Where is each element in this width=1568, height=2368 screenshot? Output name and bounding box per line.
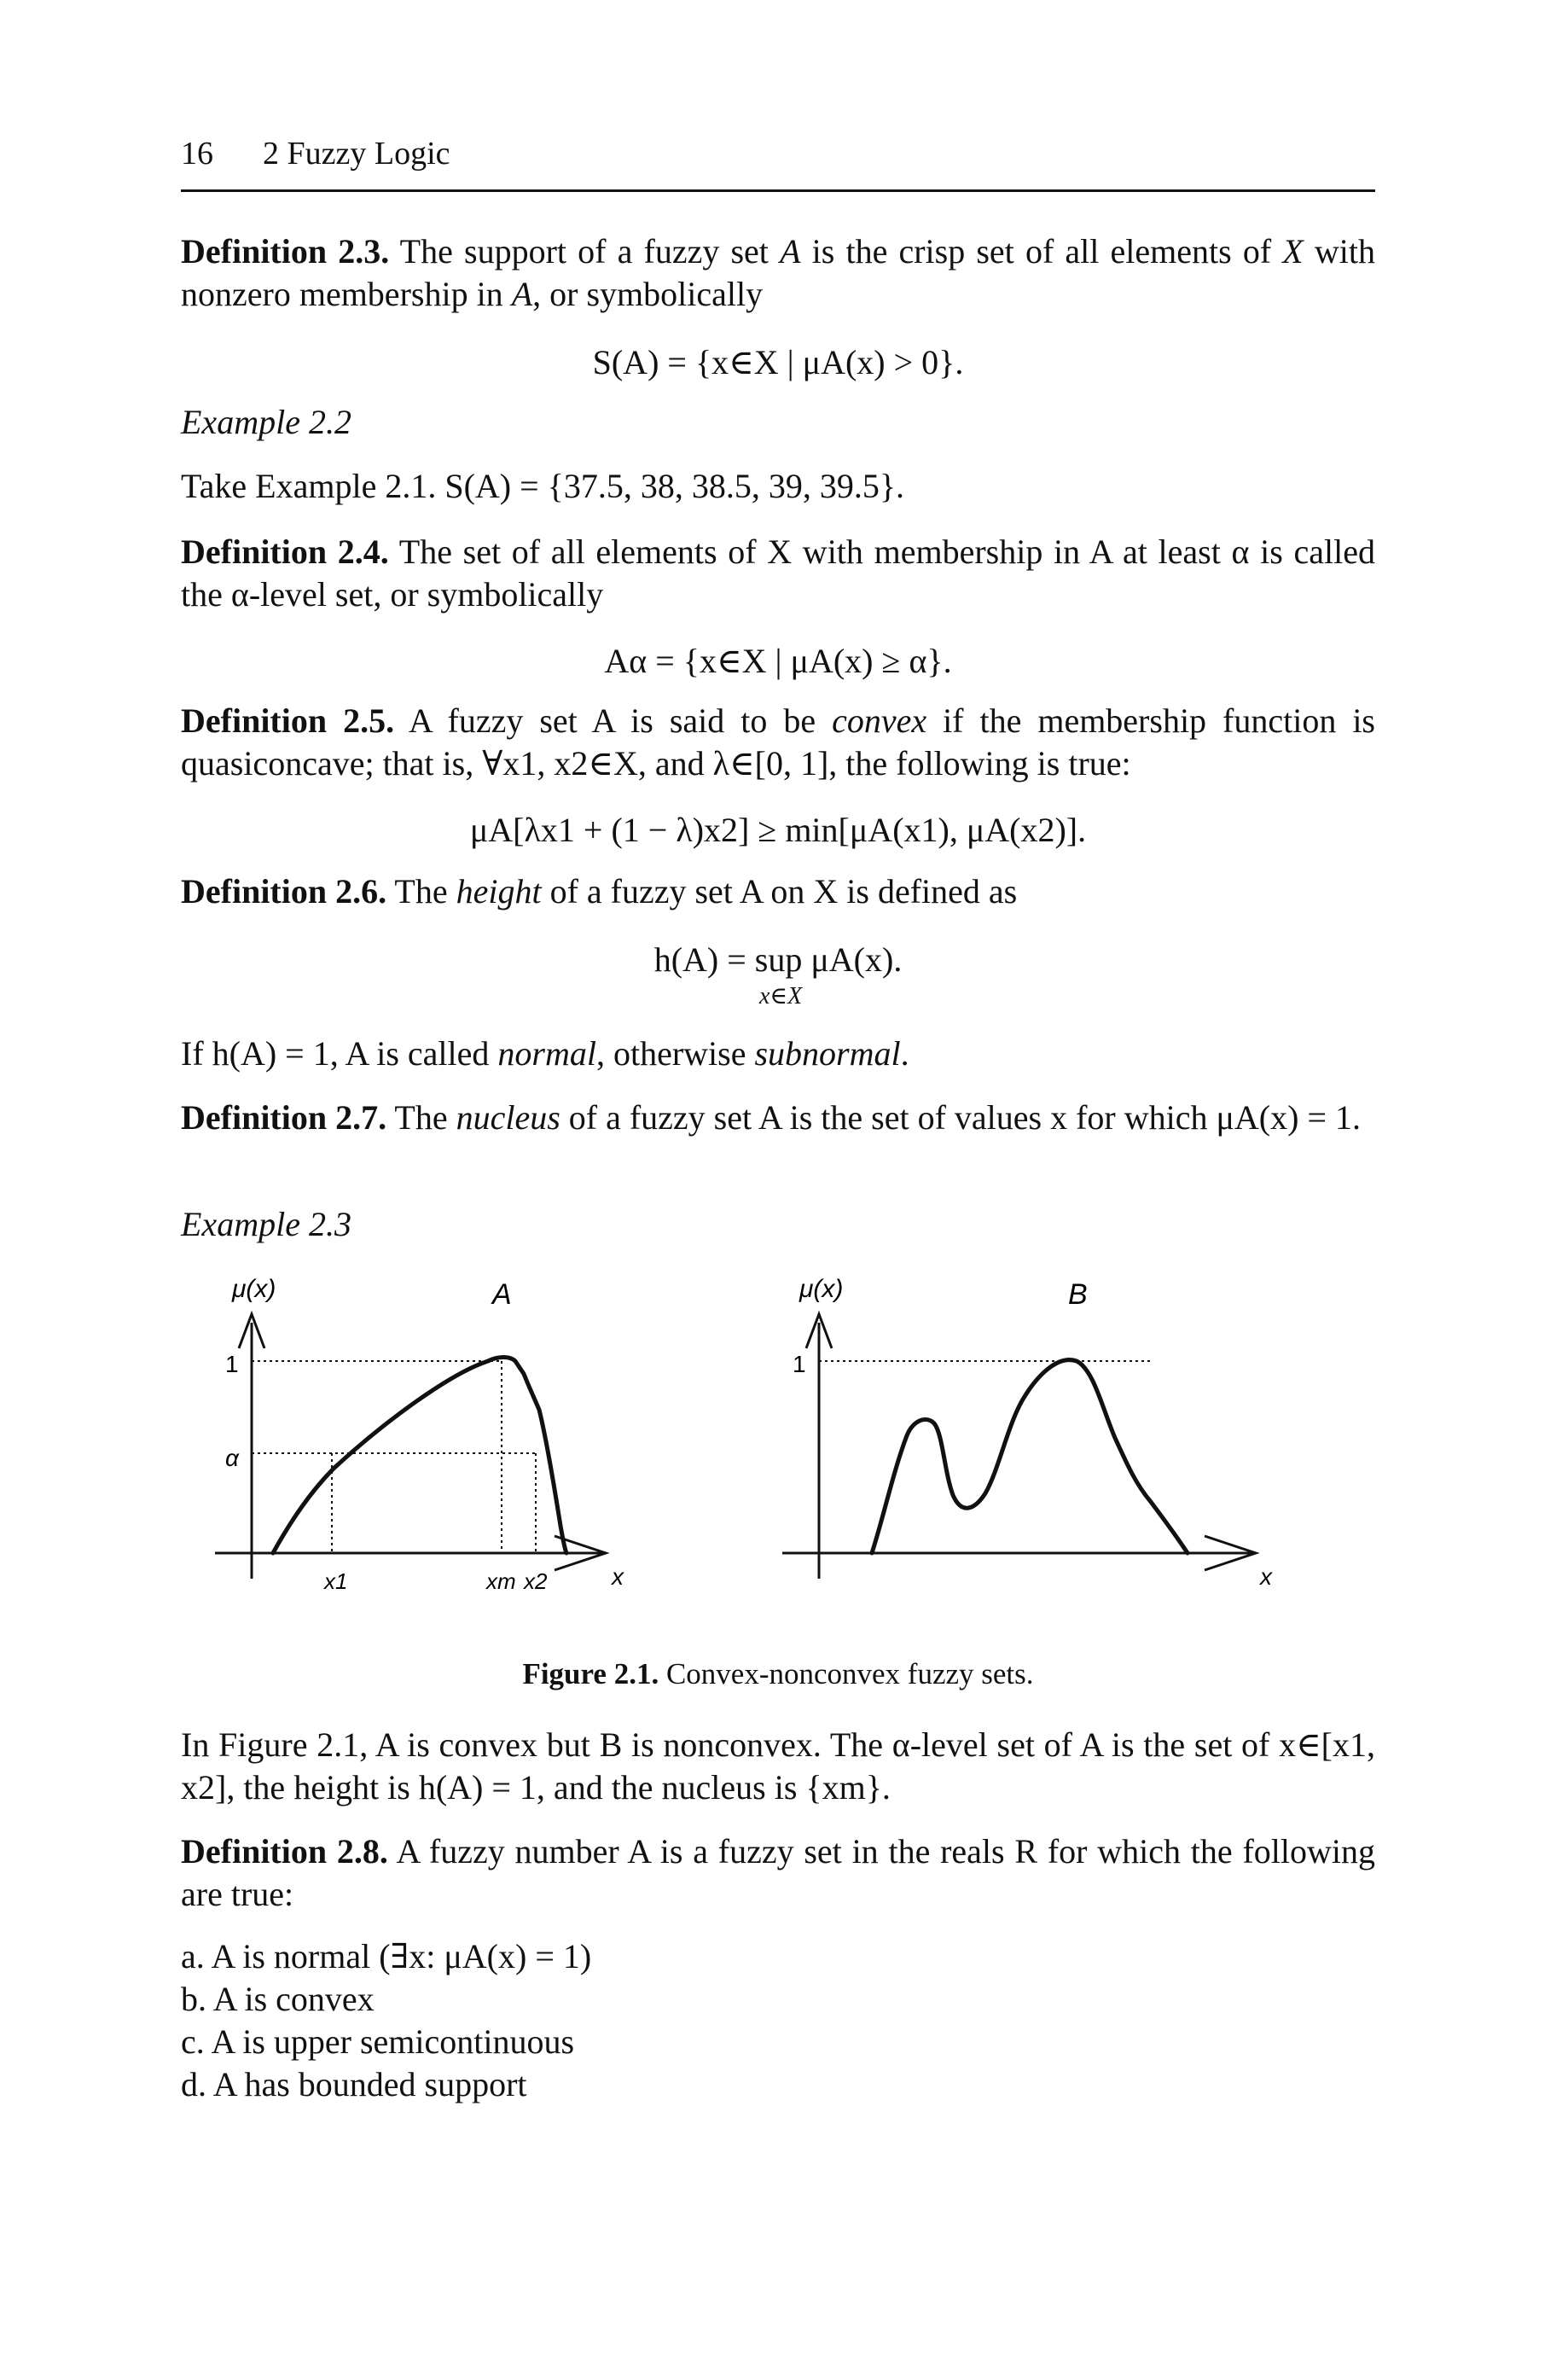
list-item: d. A has bounded support <box>181 2065 527 2103</box>
fuzzy-number-conditions <box>181 1935 591 2106</box>
membership-curve-b <box>872 1360 1188 1553</box>
definition-2-6: Definition 2.6. The height of a fuzzy set A on X is defined as <box>181 872 1018 911</box>
definition-2-7: Definition 2.7. The nucleus of a fuzzy set A is the set of values x for which μA(x) = 1. <box>181 1098 1362 1137</box>
formula-support: S(A) = {x∈X | μA(x) > 0}. <box>592 343 964 381</box>
running-head <box>181 135 450 172</box>
definition-2-3: Definition 2.3. The support of a fuzzy set A is the crisp set of all elements of X with nonzero membership in A, or symbolically <box>181 232 1375 313</box>
tick-x1: x1 <box>324 1568 348 1594</box>
right-set-name: B <box>1068 1278 1088 1311</box>
list-item: a. A is normal (∃x: μA(x) = 1) <box>181 1937 592 1975</box>
example-2-2-text: Take Example 2.1. S(A) = {37.5, 38, 38.5, 39, 39.5}. <box>181 467 905 505</box>
book-page <box>181 0 1375 2368</box>
header-rule <box>181 189 1375 192</box>
tick-xm: xm <box>486 1568 516 1594</box>
figure-left-convex <box>215 1275 624 1594</box>
definition-label: Definition 2.7. <box>181 1098 387 1137</box>
chapter-title: 2 Fuzzy Logic <box>263 136 450 172</box>
definition-label: Definition 2.3. <box>181 232 390 271</box>
definition-label: Definition 2.5. <box>181 701 395 740</box>
example-2-3-label: Example 2.3 <box>181 1205 351 1243</box>
definition-label: Definition 2.4. <box>181 532 389 571</box>
definition-label: Definition 2.6. <box>181 872 387 911</box>
right-x-axis-label: x <box>1260 1563 1272 1590</box>
tick-x2: x2 <box>524 1568 548 1594</box>
normal-definition-text: If h(A) = 1, A is called normal, otherwise subnormal. <box>181 1034 909 1073</box>
list-item: b. A is convex <box>181 1980 375 2018</box>
figure-right-nonconvex <box>782 1275 1273 1590</box>
definition-label: Definition 2.8. <box>181 1832 388 1871</box>
figure-2-1 <box>215 1254 1392 1621</box>
figure-discussion-paragraph: In Figure 2.1, A is convex but B is nonconvex. The α-level set of A is the set of x∈[x1, x2], the height is h(A) = 1, and the nucleus is {xm}. <box>181 1725 1375 1807</box>
formula-alpha-level: Aα = {x∈X | μA(x) ≥ α}. <box>604 642 952 680</box>
right-y-axis-label: μ(x) <box>799 1275 844 1303</box>
left-y-axis-label: μ(x) <box>232 1275 276 1303</box>
formula-height-subscript: x∈X <box>759 983 803 1009</box>
left-x-axis-label: x <box>612 1563 624 1590</box>
left-tick-alpha: α <box>225 1445 239 1471</box>
right-tick-one: 1 <box>793 1351 806 1377</box>
definition-2-4: Definition 2.4. The set of all elements of X with membership in A at least α is called the α-level set, or symbolically <box>181 532 1375 614</box>
formula-height: h(A) = sup μA(x). <box>653 940 903 979</box>
list-item: c. A is upper semicontinuous <box>181 2022 575 2061</box>
page-number: 16 <box>181 136 213 172</box>
formula-convex: μA[λx1 + (1 − λ)x2] ≥ min[μA(x1), μA(x2)]. <box>469 811 1087 849</box>
example-2-2-label: Example 2.2 <box>181 403 351 441</box>
definition-2-5: Definition 2.5. A fuzzy set A is said to be convex if the membership function is quasiconcave; that is, ∀x1, x2∈X, and λ∈[0, 1], the following is true: <box>181 701 1375 783</box>
membership-curve-a <box>273 1357 566 1553</box>
definition-2-8: Definition 2.8. A fuzzy number A is a fuzzy set in the reals R for which the following are true: <box>181 1832 1375 1913</box>
left-set-name: A <box>492 1278 512 1311</box>
figure-caption: Figure 2.1. Convex-nonconvex fuzzy sets. <box>522 1657 1034 1690</box>
left-tick-one: 1 <box>225 1351 239 1377</box>
